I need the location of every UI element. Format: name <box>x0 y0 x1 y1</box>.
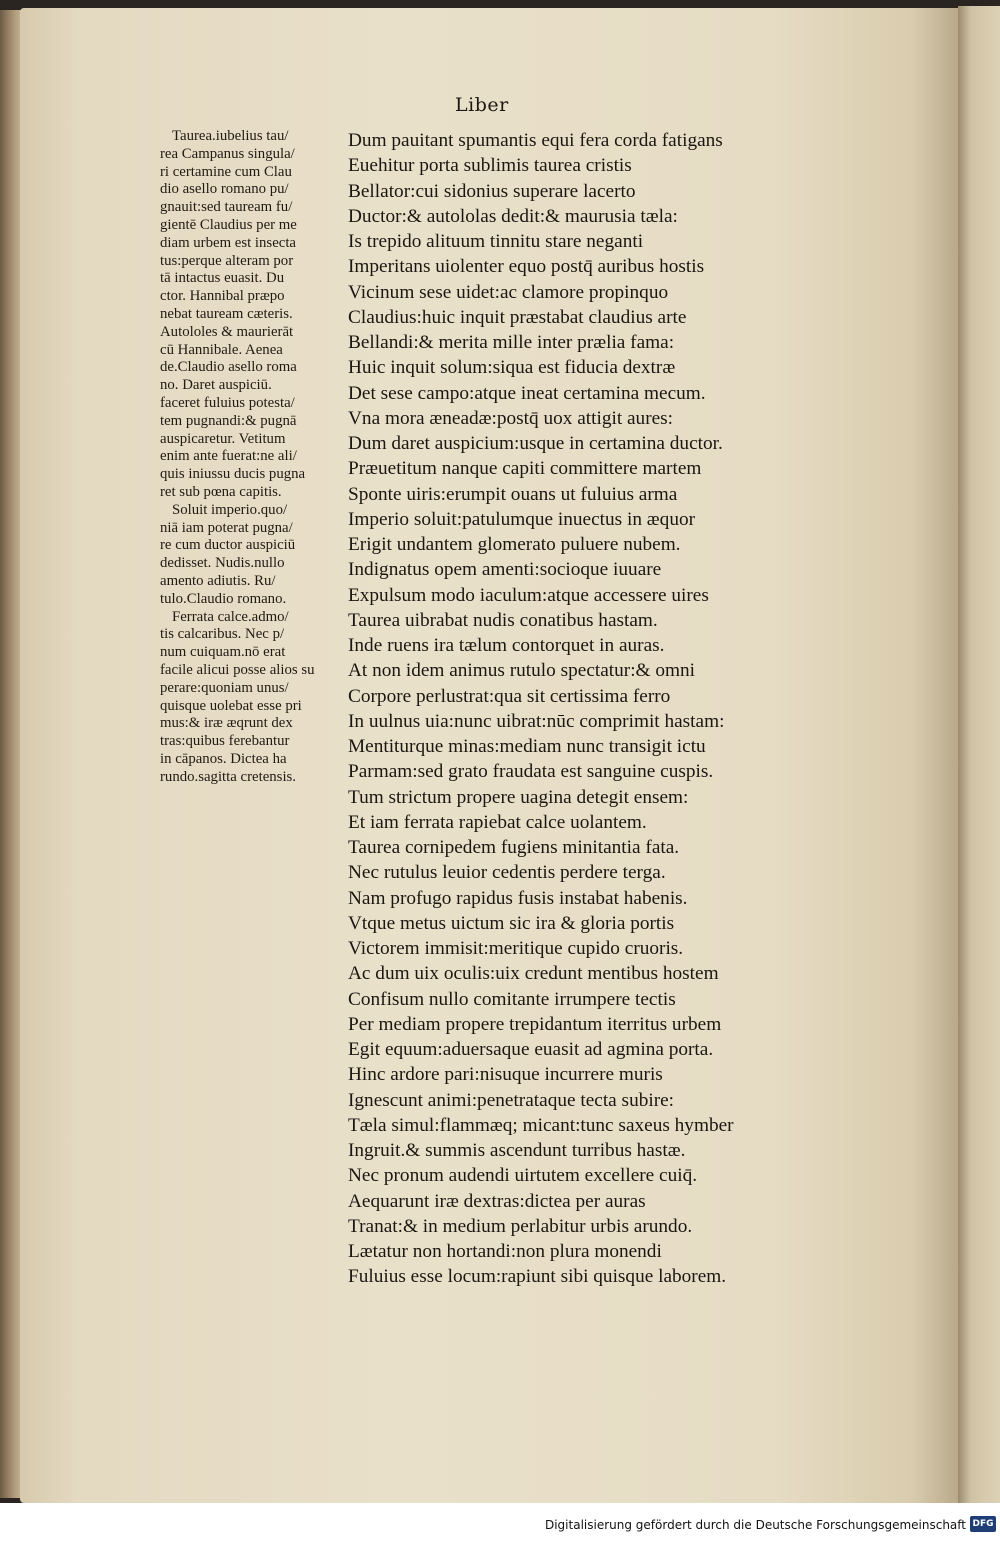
verse-line: Per mediam propere trepidantum iterritus urbem <box>348 1013 722 1035</box>
gloss-line: faceret fuluius potesta/ <box>160 394 295 411</box>
gloss-line: re cum ductor auspiciū <box>160 537 296 554</box>
gloss-line: ri certamine cum Clau <box>160 163 292 180</box>
verse-line: Claudius:huic inquit præstabat claudius arte <box>348 306 687 328</box>
verse-line: Vicinum sese uidet:ac clamore propinquo <box>348 281 669 303</box>
gloss-line: Ferrata calce.admo/ <box>172 608 289 625</box>
verse-line: Aequarunt iræ dextras:dictea per auras <box>348 1190 646 1212</box>
gloss-line: Soluit imperio.quo/ <box>172 501 288 518</box>
gloss-line: auspicaretur. Vetitum <box>160 430 286 447</box>
gloss-line: enim ante fuerat:ne ali/ <box>160 448 297 465</box>
verse-line: Imperitans uiolenter equo postq̄ auribus hostis <box>348 256 705 278</box>
verse-line: Corpore perlustrat:qua sit certissima ferro <box>348 685 671 707</box>
marginal-gloss <box>160 128 350 786</box>
gloss-line: mus:& iræ æqrunt dex <box>160 715 293 732</box>
show-through-text <box>765 93 960 1343</box>
verse-line: Hinc ardore pari:nisuque incurrere muris <box>348 1064 663 1086</box>
gloss-line: in cāpanos. Dictea ha <box>160 750 287 767</box>
footer-bar <box>0 1503 1000 1548</box>
verse-line: In uulnus uia:nunc uibrat:nūc comprimit hastam: <box>348 710 725 732</box>
verse-line: Præuetitum nanque capiti committere martem <box>348 458 702 480</box>
verse-line: Nec pronum audendi uirtutem excellere cuiq̄. <box>348 1165 698 1187</box>
verse-line: Euehitur porta sublimis taurea cristis <box>348 155 632 177</box>
gloss-line: gnauit:sed tauream fu/ <box>160 199 293 216</box>
verse-line: Ingruit.& summis ascendunt turribus hastæ. <box>348 1140 686 1161</box>
verse-line: Tranat:& in medium perlabitur urbis arundo. <box>348 1215 693 1237</box>
verse-line: Bellator:cui sidonius superare lacerto <box>348 180 636 202</box>
gloss-line: tem pugnandi:& pugnā <box>160 412 297 429</box>
gloss-line: ret sub pœna capitis. <box>160 483 282 500</box>
gloss-line: tā intactus euasit. Du <box>160 270 285 287</box>
gloss-line: ctor. Hannibal præpo <box>160 288 285 305</box>
verse-line: Imperio soluit:patulumque inuectus in æquor <box>348 508 696 530</box>
verse-line: Mentiturque minas:mediam nunc transigit ictu <box>348 736 706 757</box>
gloss-line: nebat tauream cæteris. <box>160 305 293 322</box>
gloss-line: amento adiutis. Ru/ <box>160 572 276 589</box>
verse-line: Lætatur non hortandi:non plura monendi <box>348 1241 662 1262</box>
right-page-sliver <box>958 6 1000 1506</box>
verse-line: Dum pauitant spumantis equi fera corda fatigans <box>348 130 723 151</box>
verse-line: Fuluius esse locum:rapiunt sibi quisque laborem. <box>348 1266 727 1288</box>
verse-line: Ignescunt animi:penetrataque tecta subire: <box>348 1089 675 1111</box>
gloss-line: cū Hannibale. Aenea <box>160 341 283 358</box>
gloss-line: dedisset. Nudis.nullo <box>160 555 285 572</box>
verse-line: Indignatus opem amenti:socioque iuuare <box>348 559 662 581</box>
gloss-line: tulo.Claudio romano. <box>160 590 287 607</box>
gloss-line: tras:quibus ferebantur <box>160 733 290 750</box>
verse-line: Inde ruens ira tælum contorquet in auras. <box>348 635 665 656</box>
verse-line: Ductor:& autololas dedit:& maurusia tæla: <box>348 205 678 227</box>
gloss-line: dio asello romano pu/ <box>160 181 289 198</box>
verse-line: At non idem animus rutulo spectatur:& omni <box>348 660 696 682</box>
verse-line: Huic inquit solum:siqua est fiducia dextræ <box>348 357 676 379</box>
verse-line: Det sese campo:atque ineat certamina mecum. <box>348 382 706 404</box>
verse-line: Confisum nullo comitante irrumpere tectis <box>348 988 676 1010</box>
funding-credit: Digitalisierung gefördert durch die Deutsche Forschungsgemeinschaft <box>544 1518 966 1532</box>
gloss-line: Taurea.iubelius tau/ <box>172 128 289 144</box>
running-header: Liber <box>455 94 509 116</box>
gloss-line: facile alicui posse alios su <box>160 661 315 678</box>
gloss-line: no. Daret auspiciū. <box>160 377 272 394</box>
verse-line: Et iam ferrata rapiebat calce uolantem. <box>348 811 647 833</box>
verse-line: Taurea cornipedem fugiens minitantia fata. <box>348 837 680 858</box>
verse-line: Erigit undantem glomerato puluere nubem. <box>348 534 681 555</box>
verse-line: Victorem immisit:meritique cupido cruoris. <box>348 938 684 959</box>
verse-line: Vna mora æneadæ:postq̄ uox attigit aures: <box>348 407 674 429</box>
gloss-line: perare:quoniam unus/ <box>160 679 289 696</box>
verse-column <box>348 128 788 1290</box>
verse-line: Dum daret auspicium:usque in certamina ductor. <box>348 433 723 454</box>
gloss-line: quisque uolebat esse pri <box>160 697 302 714</box>
gloss-line: num cuiquam.nō erat <box>160 644 286 661</box>
dfg-logo-icon: DFG <box>970 1516 996 1532</box>
verse-line: Nec rutulus leuior cedentis perdere terga. <box>348 862 666 884</box>
verse-line: Bellandi:& merita mille inter prælia fama: <box>348 332 675 353</box>
gloss-line: tus:perque alteram por <box>160 252 294 269</box>
gloss-line: rundo.sagitta cretensis. <box>160 768 297 785</box>
verse-line: Nam profugo rapidus fusis instabat habenis. <box>348 887 688 909</box>
verse-line: Ac dum uix oculis:uix credunt mentibus hostem <box>348 963 719 985</box>
verse-line: Tum strictum propere uagina detegit ensem: <box>348 786 689 808</box>
gloss-line: quis iniussu ducis pugna <box>160 466 306 483</box>
verse-line: Sponte uiris:erumpit ouans ut fuluius arma <box>348 483 678 505</box>
verse-line: Egit equum:aduersaque euasit ad agmina porta. <box>348 1039 714 1060</box>
gloss-line: diam urbem est insecta <box>160 234 297 251</box>
verse-line: Taurea uibrabat nudis conatibus hastam. <box>348 609 658 631</box>
gloss-line: niā iam poterat pugna/ <box>160 519 293 536</box>
verse-line: Expulsum modo iaculum:atque accessere uires <box>348 584 709 606</box>
gloss-line: tis calcaribus. Nec p/ <box>160 626 285 643</box>
gloss-line: rea Campanus singula/ <box>160 145 295 162</box>
gloss-line: Autololes & maurierāt <box>160 323 294 340</box>
verse-line: Vtque metus uictum sic ira & gloria portis <box>348 912 675 934</box>
verse-line: Tæla simul:flammæq; micant:tunc saxeus hymber <box>348 1114 734 1136</box>
verse-line: Parmam:sed grato fraudata est sanguine cuspis. <box>348 761 714 783</box>
gloss-line: de.Claudio asello roma <box>160 359 297 376</box>
gloss-line: gientē Claudius per me <box>160 216 297 233</box>
verse-line: Is trepido alituum tinnitu stare neganti <box>348 231 644 252</box>
